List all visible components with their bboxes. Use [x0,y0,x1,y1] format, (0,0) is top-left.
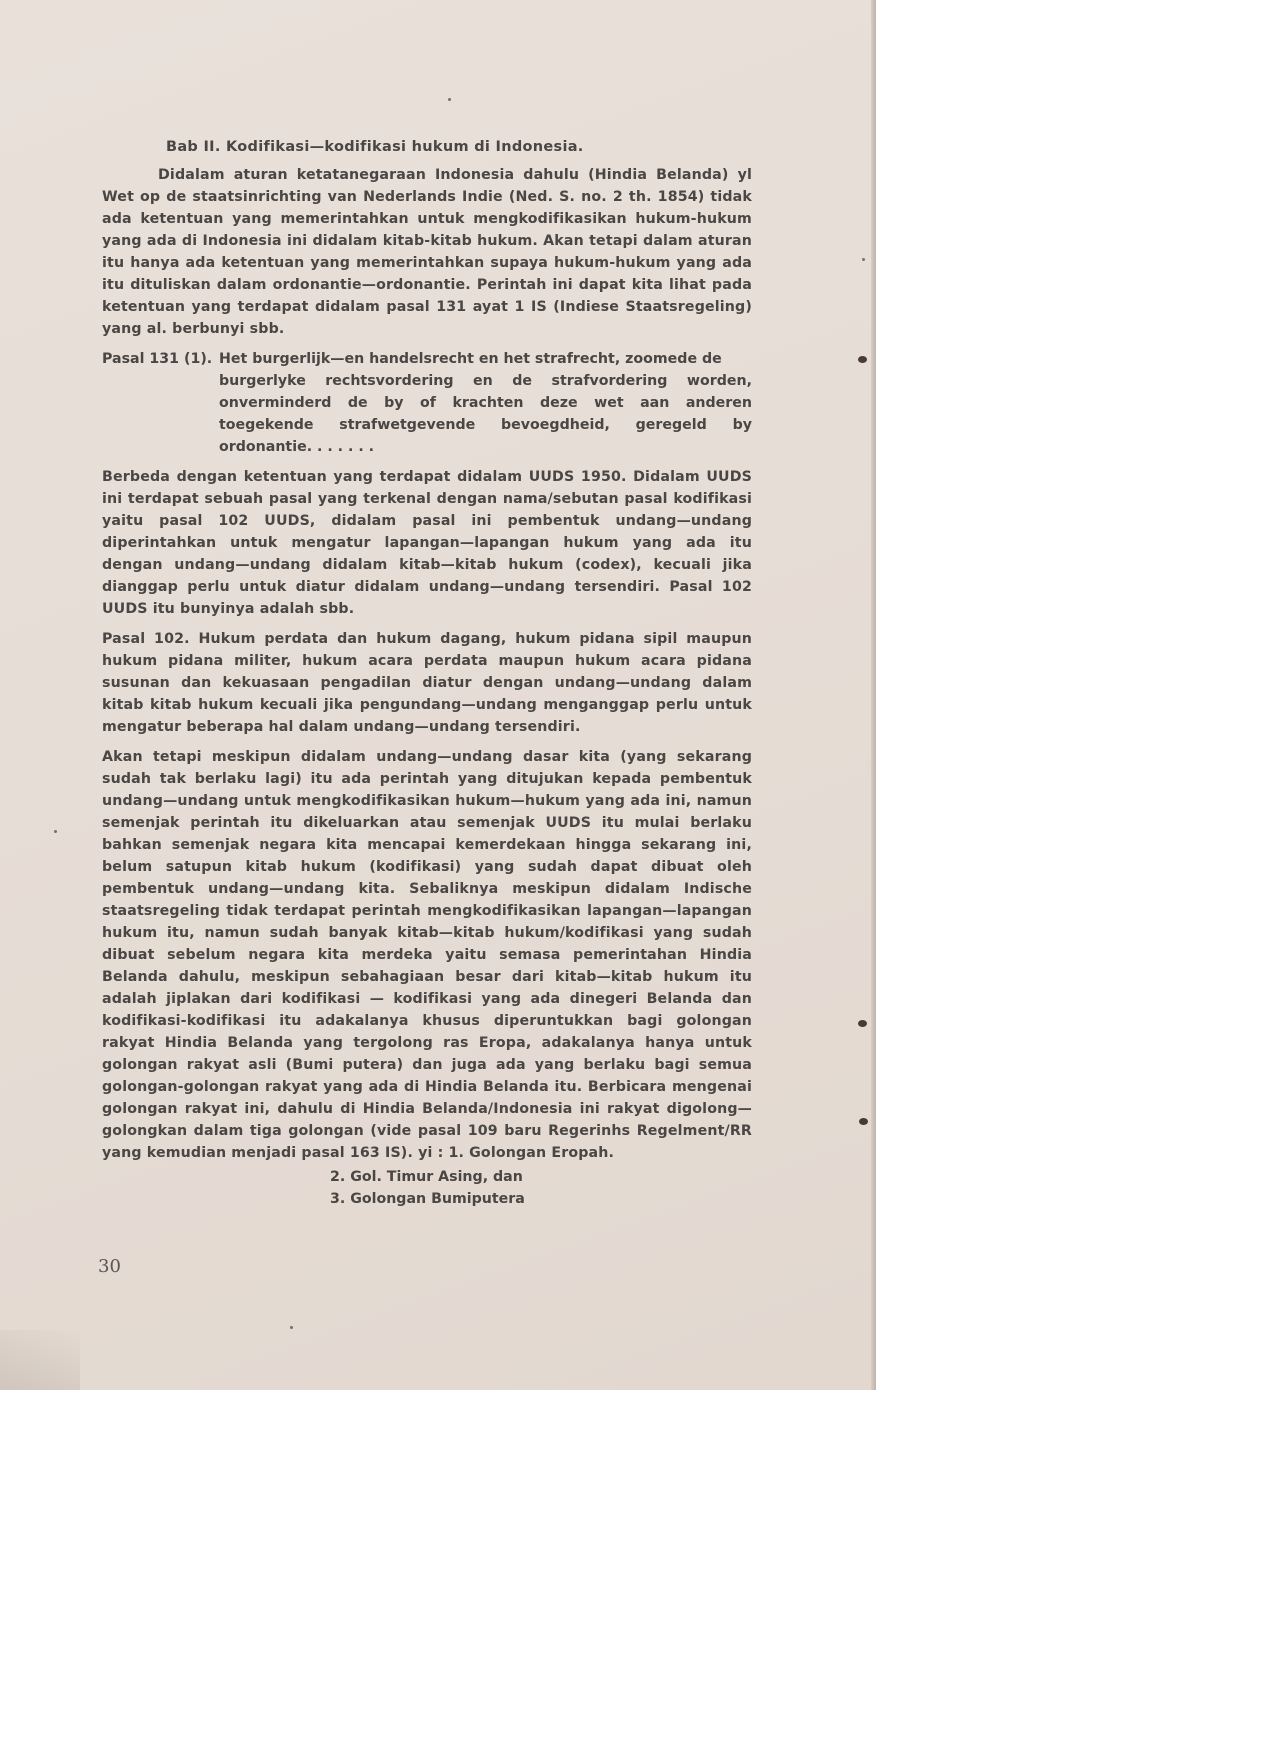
group-list [102,1166,752,1210]
quote-first-line-text: Het burgerlijk—en handelsrecht en het strafrecht, zoomede de [219,351,722,367]
page-edge [871,0,876,1390]
paragraph-2: Berbeda dengan ketentuan yang terdapat didalam UUDS 1950. Didalam UUDS ini terdapat sebuah pasal yang terkenal dengan nama/sebutan pasal kodifikasi yaitu pasal 102 UUDS, didalam pasal ini pembentuk undang—undang diperintahkan untuk mengatur lapangan—lapangan hukum yang ada itu dengan undang—undang didalam kitab—kitab hukum (codex), kecuali jika dianggap perlu untuk diatur didalam undang—undang tersendiri. Pasal 102 UUDS itu bunyinya adalah sbb. [102,469,752,617]
binding-hole-mark [858,356,867,363]
paragraph-1: Didalam aturan ketatanegaraan Indonesia dahulu (Hindia Belanda) yl Wet op de staatsinrichting van Nederlands Indie (Ned. S. no. 2 th. 1854) tidak ada ketentuan yang memerintahkan untuk mengkodifikasikan hukum-hukum yang ada di Indonesia ini didalam kitab-kitab hukum. Akan tetapi dalam aturan itu hanya ada ketentuan yang memerintahkan supaya hukum-hukum yang ada itu dituliskan dalam ordonantie—ordonantie. Perintah ini dapat kita lihat pada ketentuan yang terdapat didalam pasal 131 ayat 1 IS (Indiese Staatsregeling) yang al. berbunyi sbb. [102,167,752,337]
paper-speck [862,258,865,261]
paper-speck [54,830,57,833]
chapter-heading: Bab II. Kodifikasi—kodifikasi hukum di Indonesia. [166,139,584,155]
paper-speck [290,1326,293,1329]
paragraph-4: Akan tetapi meskipun didalam undang—undang dasar kita (yang sekarang sudah tak berlaku lagi) itu ada perintah yang ditujukan kepada pembentuk undang—undang untuk mengkodifikasikan hukum—hukum yang ada ini, namun semenjak perintah itu dikeluarkan atau semenjak UUDS itu mulai berlaku bahkan semenjak negara kita mencapai kemerdekaan hingga sekarang ini, belum satupun kitab hukum (kodifikasi) yang sudah dapat dibuat oleh pembentuk undang—undang kita. Sebaliknya meskipun didalam Indische staatsregeling tidak terdapat perintah mengkodifikasikan lapangan—lapangan hukum itu, namun sudah banyak kitab—kitab hukum/kodifikasi yang sudah dibuat sebelum negara kita merdeka yaitu semasa pemerintahan Hindia Belanda dahulu, meskipun sebahagiaan besar dari kitab—kitab hukum itu adalah jiplakan dari kodifikasi — kodifikasi yang ada dinegeri Belanda dan kodifikasi-kodifikasi itu adakalanya khusus diperuntukkan bagi golongan rakyat Hindia Belanda yang tergolong ras Eropa, adakalanya hanya untuk golongan rakyat asli (Bumi putera) dan juga ada yang berlaku bagi semua golongan-golongan rakyat yang ada di Hindia Belanda itu. Berbicara mengenai golongan rakyat ini, dahulu di Hindia Belanda/Indonesia ini rakyat digolong—golongkan dalam tiga golongan (vide pasal 109 baru Regerinhs Regelment/RR yang kemudian menjadi pasal 163 IS). yi : 1. Golongan Eropah. [102,749,752,1161]
quote-label: Pasal 131 (1). [102,351,213,367]
binding-hole-mark [859,1118,868,1125]
page-number: 30 [98,1256,121,1277]
paragraph-3: Pasal 102. Hukum perdata dan hukum dagang, hukum pidana sipil maupun hukum pidana militer, hukum acara perdata maupun hukum acara pidana susunan dan kekuasaan pengadilan diatur dengan undang—undang dalam kitab kitab hukum kecuali jika pengundang—undang menganggap perlu untuk mengatur beberapa hal dalam undang—undang tersendiri. [102,631,752,735]
page-corner-shadow [0,1330,80,1390]
quote-body: burgerlyke rechtsvordering en de strafvordering worden, onverminderd de by of krachten deze wet aan anderen toegekende strafwetgevende bevoegdheid, geregeld by ordonantie. . . . . . . [219,373,752,455]
page-body [102,136,752,1210]
list-item: 3. Golongan Bumiputera [330,1191,525,1207]
paper-speck [448,98,451,101]
list-item: 2. Gol. Timur Asing, dan [330,1169,523,1185]
binding-hole-mark [858,1020,867,1027]
quote-first-line [102,348,752,370]
